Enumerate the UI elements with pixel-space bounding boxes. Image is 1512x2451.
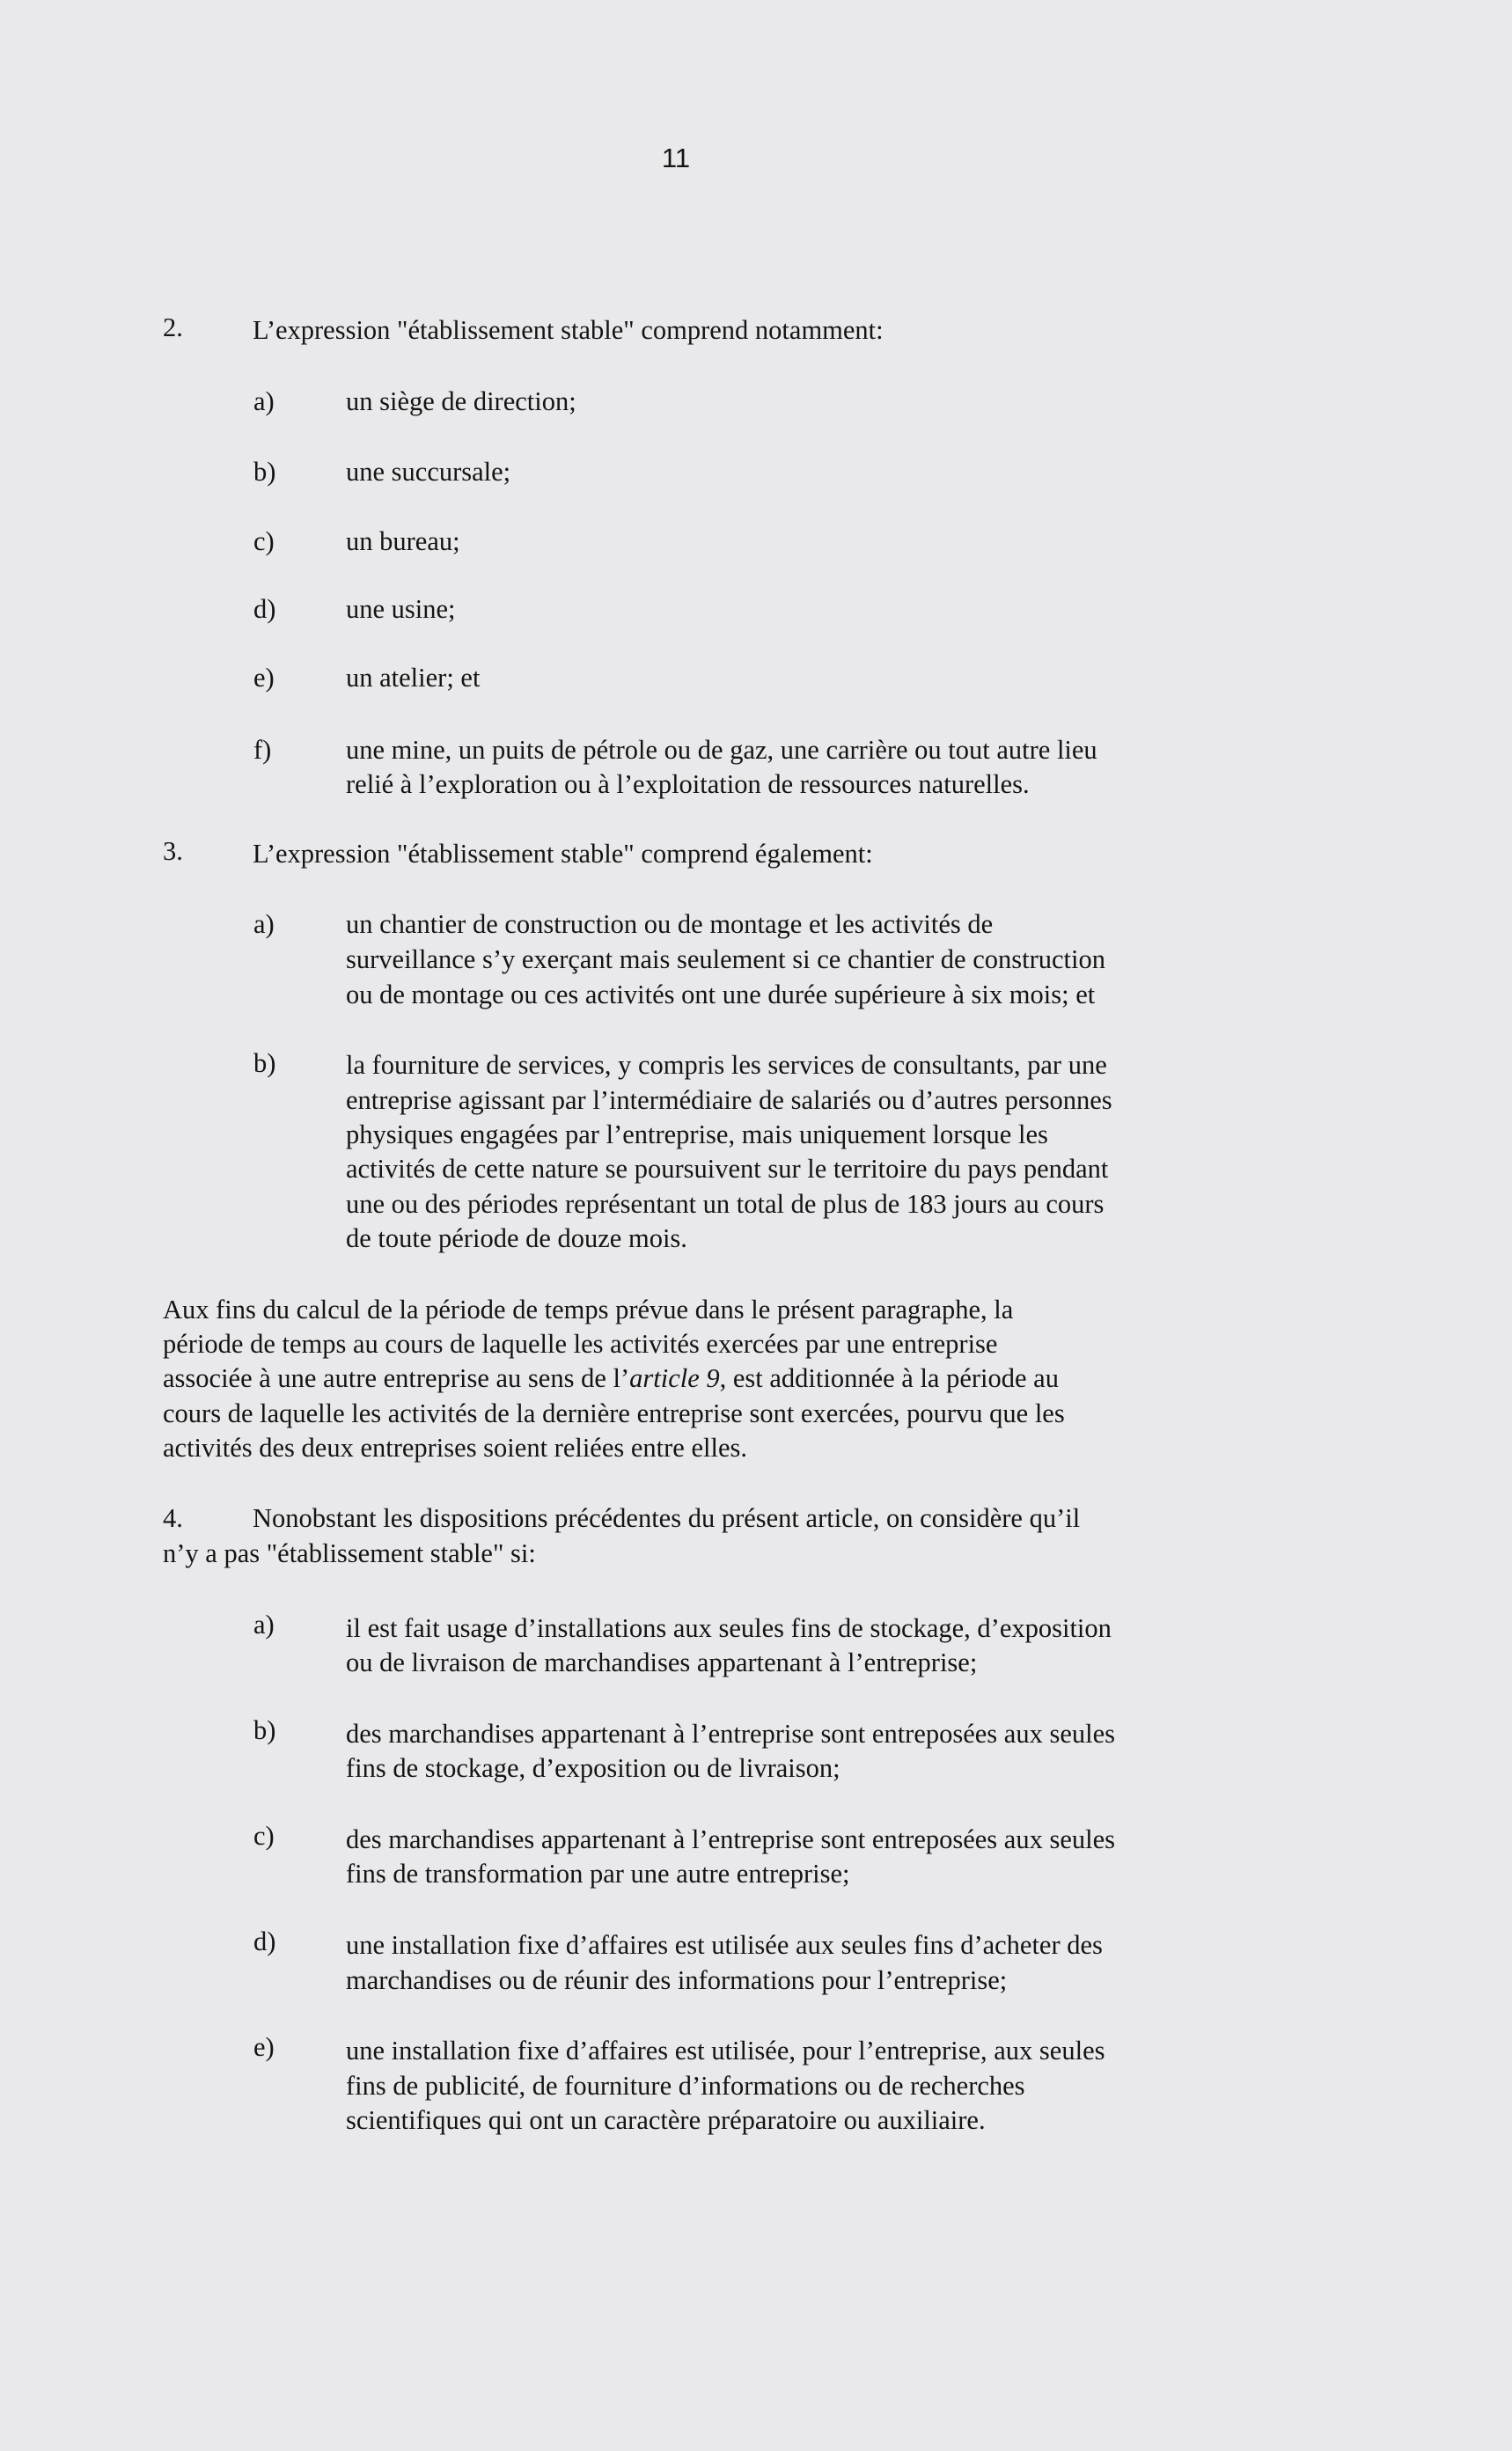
item-text-line: de toute période de douze mois. xyxy=(346,1223,687,1253)
article-reference: article 9 xyxy=(629,1363,720,1393)
paragraph-text: , est additionnée à la période au xyxy=(719,1363,1059,1393)
item-text: un siège de direction; xyxy=(346,386,576,416)
item-text-line: physiques engagées par l’entreprise, mais uniquement lorsque les xyxy=(346,1119,1048,1149)
item-label: b) xyxy=(253,1048,276,1078)
item-label: a) xyxy=(253,909,275,939)
section-3-number: 3. xyxy=(163,836,183,866)
paragraph-line: Aux fins du calcul de la période de temps prévue dans le présent paragraphe, la xyxy=(163,1295,1014,1325)
item-label: d) xyxy=(253,594,276,624)
paragraph-line xyxy=(163,1361,1059,1396)
item-label: b) xyxy=(253,457,276,487)
item-text-line: surveillance s’y exerçant mais seulement si ce chantier de construction xyxy=(346,944,1105,974)
item-text-line: ou de montage ou ces activités ont une durée supérieure à six mois; et xyxy=(346,980,1096,1009)
item-text-line: marchandises ou de réunir des informations pour l’entreprise; xyxy=(346,1965,1008,1995)
item-text: un atelier; et xyxy=(346,663,481,693)
item-label: f) xyxy=(253,735,272,765)
item-label: e) xyxy=(253,663,275,693)
item-label: c) xyxy=(253,526,275,556)
item-text-line: des marchandises appartenant à l’entreprise sont entreposées aux seules xyxy=(346,1824,1116,1854)
item-label: d) xyxy=(253,1926,276,1956)
item-text-line: une ou des périodes représentant un total de plus de 183 jours au cours xyxy=(346,1189,1105,1219)
item-text-line: la fourniture de services, y compris les services de consultants, par une xyxy=(346,1050,1107,1080)
item-text-line: ou de livraison de marchandises appartenant à l’entreprise; xyxy=(346,1647,978,1677)
item-text-line: une installation fixe d’affaires est utilisée aux seules fins d’acheter des xyxy=(346,1930,1103,1960)
section-2-number: 2. xyxy=(163,312,183,342)
item-label: a) xyxy=(253,1610,275,1640)
item-label: c) xyxy=(253,1821,275,1851)
item-text-line: des marchandises appartenant à l’entreprise sont entreposées aux seules xyxy=(346,1719,1116,1749)
item-text-line: relié à l’exploration ou à l’exploitation de ressources naturelles. xyxy=(346,769,1030,799)
item-text-line: une mine, un puits de pétrole ou de gaz, une carrière ou tout autre lieu xyxy=(346,735,1097,765)
section-4-number: 4. xyxy=(163,1503,183,1533)
item-label: a) xyxy=(253,386,275,416)
item-text: un bureau; xyxy=(346,526,460,556)
item-text-line: fins de stockage, d’exposition ou de livraison; xyxy=(346,1753,840,1783)
item-text-line: entreprise agissant par l’intermédiaire de salariés ou d’autres personnes xyxy=(346,1085,1112,1115)
paragraph-text: associée à une autre entreprise au sens de l’ xyxy=(163,1363,630,1393)
item-label: e) xyxy=(253,2032,275,2062)
item-text-line: fins de publicité, de fourniture d’informations ou de recherches xyxy=(346,2071,1025,2101)
paragraph-line: activités des deux entreprises soient reliées entre elles. xyxy=(163,1433,747,1463)
item-text: une succursale; xyxy=(346,457,511,487)
item-text-line: une installation fixe d’affaires est utilisée, pour l’entreprise, aux seules xyxy=(346,2036,1105,2066)
section-3-heading: L’expression "établissement stable" comprend également: xyxy=(253,839,873,869)
section-4-line: n’y a pas "établissement stable" si: xyxy=(163,1538,536,1568)
section-4-line: Nonobstant les dispositions précédentes du présent article, on considère qu’il xyxy=(253,1503,1081,1533)
section-2-heading: L’expression "établissement stable" comprend notamment: xyxy=(253,315,884,345)
item-text-line: un chantier de construction ou de montage et les activités de xyxy=(346,909,994,939)
item-label: b) xyxy=(253,1715,276,1745)
item-text-line: activités de cette nature se poursuivent sur le territoire du pays pendant xyxy=(346,1154,1109,1184)
item-text-line: il est fait usage d’installations aux seules fins de stockage, d’exposition xyxy=(346,1613,1112,1643)
paragraph-line: cours de laquelle les activités de la dernière entreprise sont exercées, pourvu que les xyxy=(163,1398,1065,1428)
item-text-line: fins de transformation par une autre entreprise; xyxy=(346,1859,850,1889)
paragraph-line: période de temps au cours de laquelle les activités exercées par une entreprise xyxy=(163,1329,998,1359)
page-number: 11 xyxy=(661,143,691,173)
item-text: une usine; xyxy=(346,594,456,624)
item-text-line: scientifiques qui ont un caractère préparatoire ou auxiliaire. xyxy=(346,2105,986,2135)
